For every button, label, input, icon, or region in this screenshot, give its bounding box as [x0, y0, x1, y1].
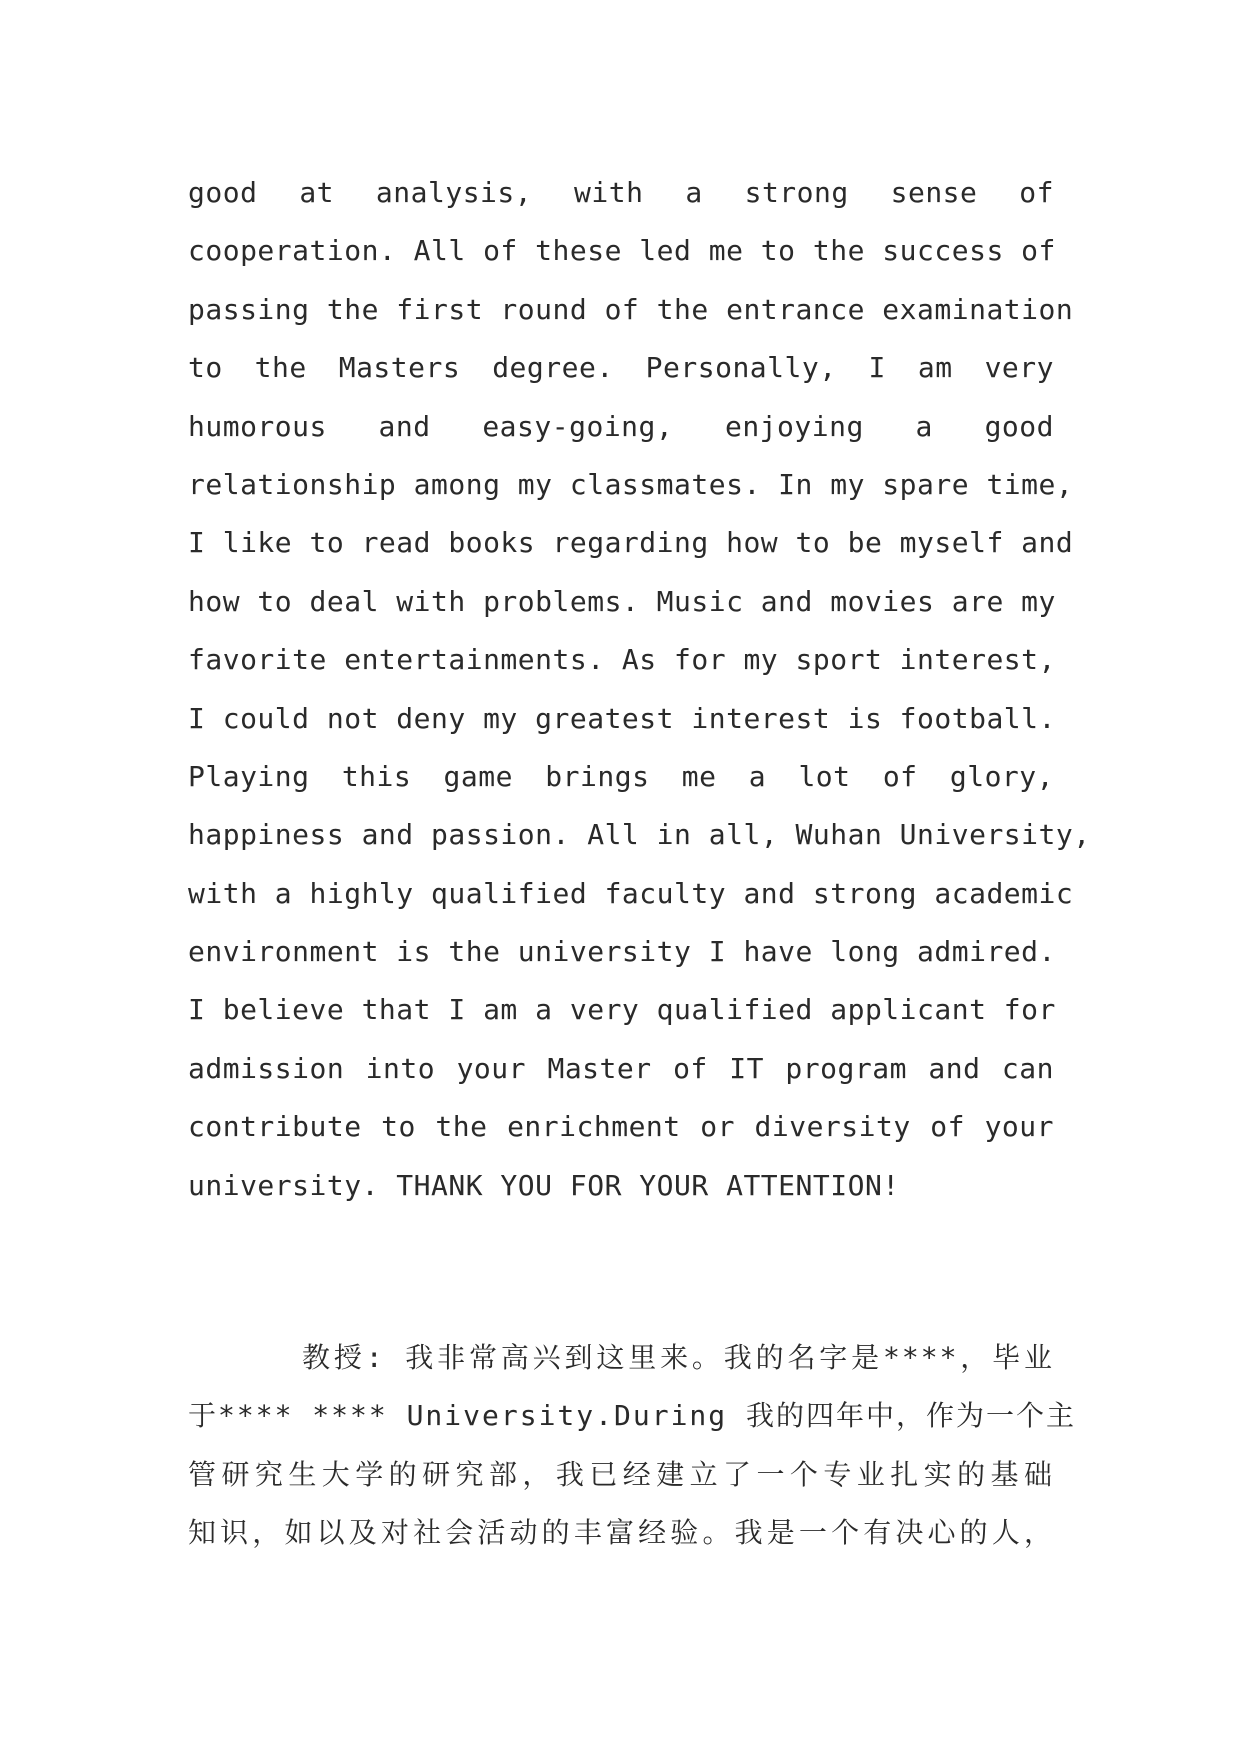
- paragraph-line: good at analysis, with a strong sense of: [188, 176, 1054, 209]
- paragraph-line: how to deal with problems. Music and movies are my: [188, 584, 1056, 618]
- paragraph-line: I believe that I am a very qualified applicant for: [188, 993, 1056, 1027]
- paragraph-line: admission into your Master of IT program and can: [188, 1051, 1054, 1085]
- chinese-paragraph: [188, 1329, 1077, 1563]
- paragraph-line: 教授: 我非常高兴到这里来。我的名字是****，毕业: [302, 1341, 1054, 1374]
- paragraph-line: cooperation. All of these led me to the success of: [188, 234, 1056, 268]
- paragraph-line: relationship among my classmates. In my spare time,: [188, 467, 1074, 501]
- paragraph-line: passing the first round of the entrance examination: [188, 292, 1074, 326]
- paragraph-line: humorous and easy-going, enjoying a good: [188, 409, 1054, 443]
- paragraph-line: favorite entertainments. As for my sport interest,: [188, 643, 1056, 677]
- paragraph-line: I like to read books regarding how to be myself and: [188, 526, 1074, 560]
- paragraph-line: Playing this game brings me a lot of glory,: [188, 759, 1054, 793]
- paragraph-line: I could not deny my greatest interest is football.: [188, 701, 1056, 735]
- paragraph-line: 管研究生大学的研究部，我已经建立了一个专业扎实的基础: [188, 1457, 1054, 1491]
- paragraph-line: environment is the university I have long admired.: [188, 935, 1056, 969]
- paragraph-line: 于**** **** University.During 我的四年中，作为一个主: [188, 1399, 1077, 1433]
- paragraph-line: with a highly qualified faculty and strong academic: [188, 876, 1074, 910]
- paragraph-line: contribute to the enrichment or diversity of your: [188, 1110, 1054, 1144]
- paragraph-line: happiness and passion. All in all, Wuhan University,: [188, 818, 1091, 852]
- english-paragraph: [188, 164, 1091, 1215]
- paragraph-line: 知识，如以及对社会活动的丰富经验。我是一个有决心的人，: [188, 1516, 1054, 1550]
- paragraph-line: university. THANK YOU FOR YOUR ATTENTION!: [188, 1168, 900, 1202]
- paragraph-line: to the Masters degree. Personally, I am very: [188, 351, 1054, 385]
